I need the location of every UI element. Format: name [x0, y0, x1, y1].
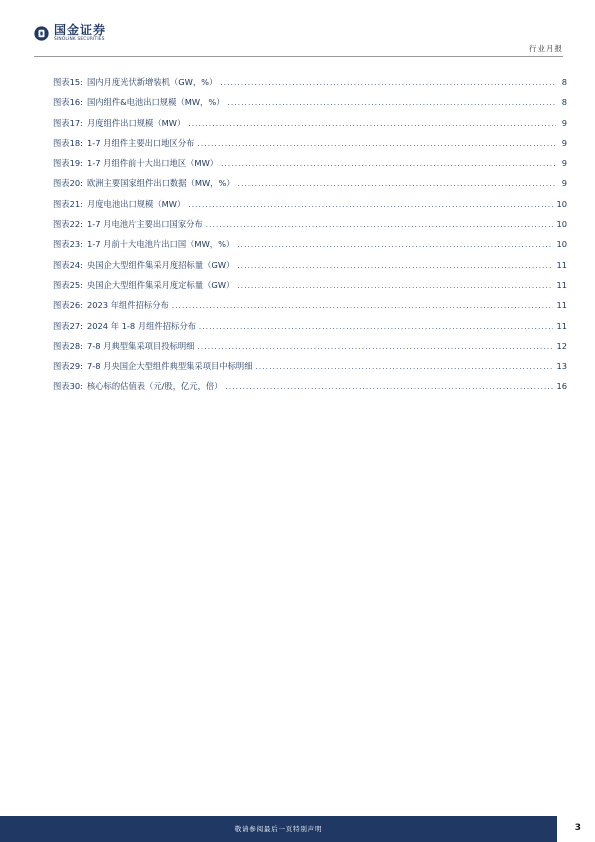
- toc-entry-page: 8: [561, 97, 567, 108]
- toc-entry-title: 央国企大型组件集采月度定标量（GW）: [86, 279, 235, 290]
- toc-entry-page: 12: [556, 340, 567, 351]
- header-divider: [34, 56, 563, 57]
- toc-entry-title: 2023 年组件招标分布: [86, 300, 169, 311]
- toc-entry-title: 2024 年 1-8 月组件招标分布: [86, 320, 196, 331]
- toc-entry-label: 图表21:: [53, 198, 83, 209]
- toc-entry[interactable]: [53, 380, 567, 400]
- toc-entry-page: 10: [556, 239, 567, 250]
- toc-entry-label: 图表28:: [53, 340, 83, 351]
- toc-entry-label: 图表16:: [53, 97, 83, 108]
- toc-dot-leader: [188, 201, 553, 209]
- page-header: [0, 0, 595, 60]
- toc-entry-page: 8: [561, 77, 567, 87]
- page-footer: [0, 816, 595, 842]
- toc-dot-leader: [197, 343, 553, 351]
- toc-entry-label: 图表30:: [53, 381, 83, 392]
- toc-entry-label: 图表20:: [53, 178, 83, 189]
- logo-text: [54, 24, 106, 43]
- toc-entry[interactable]: [53, 320, 567, 340]
- toc-entry-label: 图表25:: [53, 279, 83, 290]
- toc-entry-title: 国内月度光伏新增装机（GW，%）: [86, 77, 218, 87]
- toc-dot-leader: [226, 383, 554, 391]
- toc-dot-leader: [237, 241, 553, 249]
- toc-entry-title: 7-8 月央国企大型组件典型集采项目中标明细: [86, 361, 253, 372]
- logo-company-name: 国金证券: [54, 23, 107, 37]
- toc-entry-title: 1-7 月组件前十大出口地区（MW）: [86, 158, 219, 169]
- toc-entry[interactable]: [53, 218, 567, 238]
- toc-entry-label: 图表17:: [53, 117, 83, 128]
- sinolink-logo-icon: [34, 26, 49, 41]
- toc-entry[interactable]: [53, 340, 567, 360]
- toc-entry[interactable]: [53, 299, 567, 319]
- toc-dot-leader: [206, 221, 554, 229]
- company-logo: [34, 24, 106, 43]
- toc-dot-leader: [228, 99, 556, 107]
- toc-entry-label: 图表26:: [53, 300, 83, 311]
- toc-entry-title: 欧洲主要国家组件出口数据（MW，%）: [86, 178, 235, 189]
- toc-entry[interactable]: [53, 198, 567, 218]
- toc-entry[interactable]: [53, 96, 567, 116]
- toc-entry-title: 国内组件&电池出口规模（MW，%）: [86, 97, 225, 108]
- toc-entry[interactable]: [53, 157, 567, 177]
- toc-entry-page: 10: [556, 219, 567, 230]
- toc-entry[interactable]: [53, 279, 567, 299]
- toc-entry-label: 图表23:: [53, 239, 83, 250]
- toc-entry-page: 11: [556, 279, 567, 290]
- toc-entry-title: 月度组件出口规模（MW）: [86, 117, 186, 128]
- toc-dot-leader: [172, 302, 554, 310]
- toc-entry[interactable]: [53, 76, 567, 96]
- toc-dot-leader: [199, 323, 554, 331]
- toc-entry-page: 9: [561, 117, 567, 128]
- toc-entry-title: 1-7 月前十大电池片出口国（MW，%）: [86, 239, 235, 250]
- toc-entry-title: 7-8 月典型集采项目投标明细: [86, 340, 195, 351]
- toc-entry-label: 图表27:: [53, 320, 83, 331]
- toc-entry-page: 11: [556, 259, 567, 270]
- logo-company-name-en: SINOLINK SECURITIES: [54, 37, 105, 42]
- toc-dot-leader: [238, 180, 556, 188]
- toc-entry-page: 11: [556, 300, 567, 311]
- report-type-label: 行业月报: [529, 44, 563, 53]
- toc-entry-page: 9: [561, 137, 567, 148]
- toc-dot-leader: [220, 79, 556, 87]
- toc-entry-label: 图表19:: [53, 158, 83, 169]
- toc-entry-label: 图表22:: [53, 219, 83, 230]
- toc-entry[interactable]: [53, 360, 567, 380]
- page-number: 3: [574, 823, 581, 833]
- toc-entry[interactable]: [53, 117, 567, 137]
- toc-entry-title: 1-7 月电池片主要出口国家分布: [86, 219, 203, 230]
- toc-entry-page: 16: [556, 381, 567, 392]
- toc-entry[interactable]: [53, 238, 567, 258]
- toc-entry-label: 图表15:: [53, 77, 83, 87]
- toc-dot-leader: [221, 160, 556, 168]
- toc-entry-title: 核心标的估值表（元/股，亿元，倍）: [86, 381, 223, 392]
- toc-entry-label: 图表18:: [53, 137, 83, 148]
- toc-entry-title: 央国企大型组件集采月度招标量（GW）: [86, 259, 235, 270]
- toc-entry[interactable]: [53, 137, 567, 157]
- toc-dot-leader: [188, 120, 556, 128]
- toc-dot-leader: [197, 140, 556, 148]
- toc-entry-page: 9: [561, 178, 567, 189]
- toc-entry-page: 13: [556, 361, 567, 372]
- toc-entry[interactable]: [53, 259, 567, 279]
- toc-entry-label: 图表24:: [53, 259, 83, 270]
- toc-entry-page: 11: [556, 320, 567, 331]
- toc-dot-leader: [256, 363, 554, 371]
- figure-index-list: [53, 76, 567, 401]
- toc-entry-title: 月度电池出口规模（MW）: [86, 198, 186, 209]
- toc-dot-leader: [237, 282, 553, 290]
- toc-entry-title: 1-7 月组件主要出口地区分布: [86, 137, 195, 148]
- toc-entry[interactable]: [53, 177, 567, 197]
- toc-entry-label: 图表29:: [53, 361, 83, 372]
- toc-dot-leader: [237, 262, 553, 270]
- toc-entry-page: 10: [556, 198, 567, 209]
- disclaimer-notice: 敬请参阅最后一页特别声明: [234, 825, 323, 833]
- toc-entry-page: 9: [561, 158, 567, 169]
